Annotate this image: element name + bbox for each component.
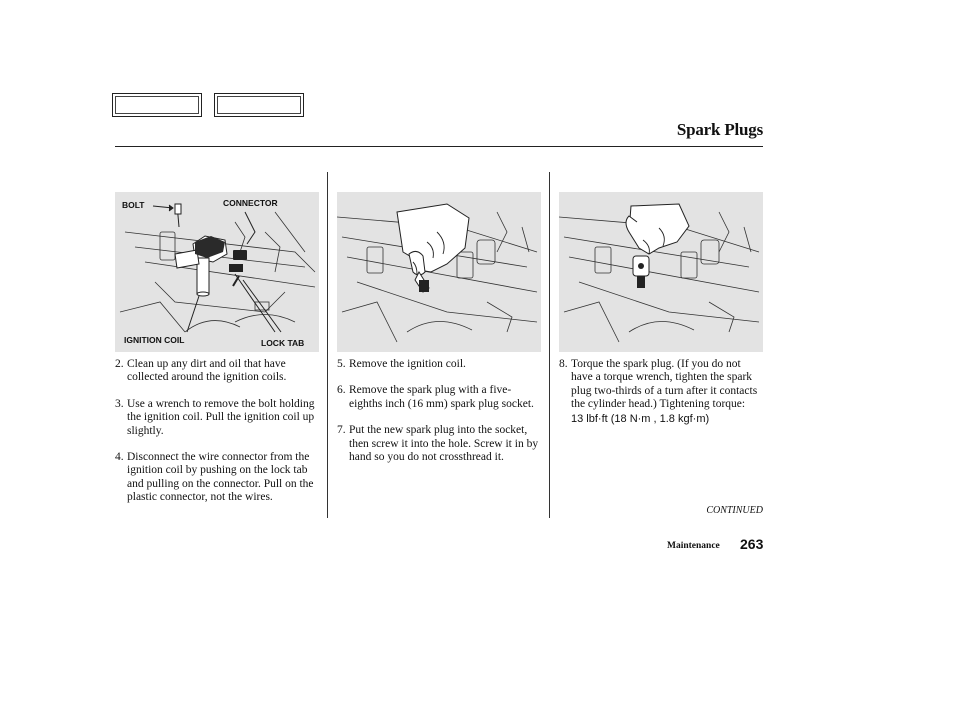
title-divider — [115, 146, 763, 147]
step-text: Remove the ignition coil. — [349, 358, 466, 370]
continued-note: CONTINUED — [706, 505, 763, 516]
instruction-column-3 — [559, 358, 765, 439]
hand-torquing-plug-drawing — [559, 192, 763, 352]
step-2 — [115, 358, 321, 385]
step-6 — [337, 384, 543, 411]
ignition-coil-illustration — [115, 192, 319, 352]
step-8 — [559, 358, 765, 426]
step-number: 4. — [115, 451, 124, 464]
remove-spark-plug-illustration — [337, 192, 541, 352]
step-text: Put the new spark plug into the socket, then screw it into the hole. Screw it in by hand so you do not crossthread it. — [349, 424, 539, 464]
step-text: Remove the spark plug with a five-eighths inch (16 mm) spark plug socket. — [349, 384, 534, 410]
step-text: Use a wrench to remove the bolt holding the ignition coil. Pull the ignition coil up slightly. — [127, 397, 315, 437]
lock-tab-label: LOCK TAB — [261, 338, 305, 348]
step-text: Clean up any dirt and oil that have collected around the ignition coils. — [127, 358, 287, 384]
step-text: Torque the spark plug. (If you do not have a torque wrench, tighten the spark plug two-thirds of a turn after it contacts the cylinder head.) Tightening torque: — [571, 358, 758, 411]
connector-label: CONNECTOR — [223, 198, 278, 208]
footer-section-name: Maintenance — [667, 541, 720, 551]
step-number: 5. — [337, 358, 346, 370]
page-title: Spark Plugs — [676, 120, 763, 139]
nav-button-next[interactable] — [214, 93, 304, 117]
column-divider — [549, 172, 550, 518]
step-5 — [337, 358, 543, 371]
step-number: 3. — [115, 397, 124, 410]
nav-button-previous[interactable] — [112, 93, 202, 117]
torque-spark-plug-illustration — [559, 192, 763, 352]
step-number: 8. — [559, 358, 568, 370]
step-3 — [115, 398, 321, 438]
ignition-coil-drawing — [115, 192, 319, 352]
step-number: 7. — [337, 424, 346, 437]
step-4 — [115, 451, 321, 505]
column-divider — [327, 172, 328, 518]
step-number: 2. — [115, 358, 124, 370]
torque-spec: 13 lbf·ft (18 N·m , 1.8 kgf·m) — [571, 412, 710, 425]
instruction-column-2 — [337, 358, 543, 477]
hand-removing-plug-drawing — [337, 192, 541, 352]
page-number: 263 — [740, 536, 764, 552]
bolt-label: BOLT — [122, 200, 145, 210]
step-7 — [337, 424, 543, 464]
instruction-column-1 — [115, 358, 321, 518]
step-number: 6. — [337, 384, 346, 397]
ignition-coil-label: IGNITION COIL — [124, 335, 185, 345]
step-text: Disconnect the wire connector from the ignition coil by pushing on the lock tab and pulling on the connector. Pull on the plastic connector, not the wires. — [127, 451, 314, 504]
